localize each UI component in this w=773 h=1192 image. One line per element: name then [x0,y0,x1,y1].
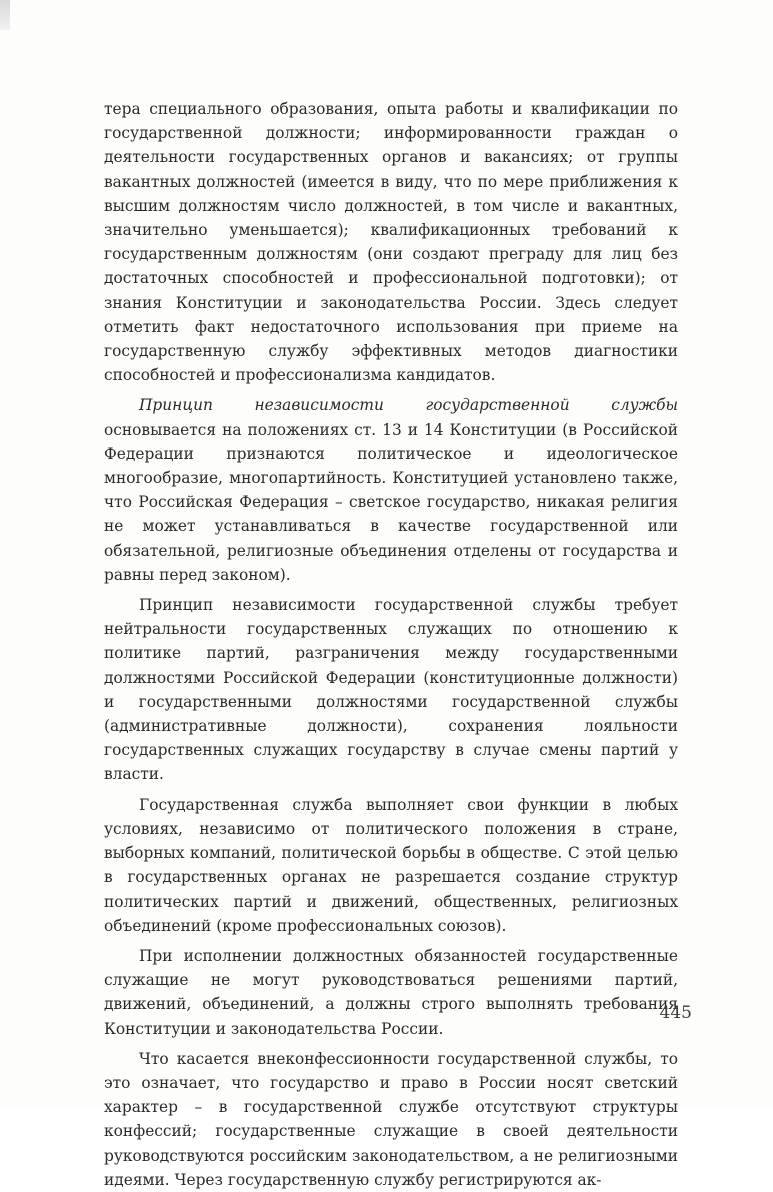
paragraph-6: Что касается внеконфессионности государственной службы, то это означает, что государство и право в России носят светский характер – в государственной службе отсутствуют структуры конфессий; государственные служащие в своей деятельности руководствуются российским законодательством, а не религиозными идеями. Через государственную службу регистрируются ак- [104,1049,678,1189]
body-text [104,97,678,1192]
paragraph-2-text: основывается на положениях ст. 13 и 14 Конституции (в Российской Федерации признаются политическое и идеологическое многообразие, многопартийность. Конституцией установлено также, что Российская Федерация – светское государство, никакая религия не может устанавливаться в качестве государственной или обязательной, религиозные объединения отделены от государства и равны перед законом). [104,420,678,584]
paragraph-1: тера специального образования, опыта работы и квалификации по государственной должности; информированности граждан о деятельности государственных органов и вакансиях; от группы вакантных должностей (имеется в виду, что по мере приближения к высшим должностям число должностей, в том числе и вакантных, значительно уменьшается); квалификационных требований к государственным должностям (они создают преграду для лиц без достаточных способностей и профессиональной подготовки); от знания Конституции и законодательства России. Здесь следует отметить факт недостаточного использования при приеме на государственную службу эффективных методов диагностики способностей и профессионализма кандидатов. [104,100,678,385]
paragraph-4: Государственная служба выполняет свои функции в любых условиях, независимо от политического положения в стране, выборных компаний, политической борьбы в обществе. С этой целью в государственных органах не разрешается создание структур политических партий и движений, общественных, религиозных объединений (кроме профессиональных союзов). [104,795,678,935]
paragraph-3: Принцип независимости государственной службы требует нейтральности государственных служащих по отношению к политике партий, разграничения между государственными должностями Российской Федерации (конституционные должности) и государственными должностями государственной службы (административные должности), сохранения лояльности государственных служащих государству в случае смены партий у власти. [104,596,678,784]
paragraph-2-italic-lead: Принцип независимости государственной службы [139,396,678,415]
scan-edge-mark [0,0,10,30]
page-number: 445 [659,1003,692,1023]
paragraph-5: При исполнении должностных обязанностей государственные служащие не могут руководствоваться решениями партий, движений, объединений, а должны строго выполнять требования Конституции и законодательства России. [104,946,678,1038]
paragraph-2 [104,393,678,587]
